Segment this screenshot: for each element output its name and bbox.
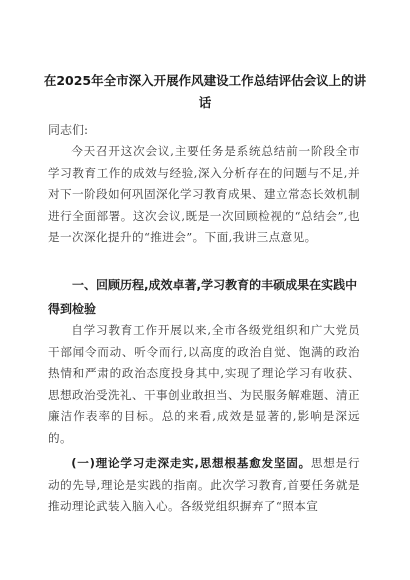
section-heading-1: 一、回顾历程,成效卓著,学习教育的丰硕成果在实践中得到检验 [48,278,358,316]
document-title: 在2025年全市深入开展作风建设工作总结评估会议上的讲话 [43,73,367,110]
salutation: 同志们: [48,123,89,137]
subsection-1-paragraph [48,453,360,518]
intro-paragraph: 今天召开这次会议,主要任务是系统总结前一阶段全市学习教育工作的成效与经验,深入分析存在的问题与不足,并对下一阶段如何巩固深化学习教育成果、建立常态长效机制进行全面部署。这次会议,既是一次回顾检视的“总结会”,也是一次深化提升的“推进会”。下面,我讲三点意见。 [48,144,360,245]
subsection-1-body: 思想是行动的先导,理论是实践的指南。此次学习教育,首要任务就是推动理论武装入脑入心。各级党组织摒弃了“照本宣 [48,456,360,514]
subsection-1-lead: (一)理论学习走深走实,思想根基愈发坚固。 [71,456,311,470]
section-1-paragraph: 自学习教育工作开展以来,全市各级党组织和广大党员干部闻令而动、听令而行,以高度的政治自觉、饱满的政治热情和严肃的政治态度投身其中,实现了理论学习有收获、思想政治受洗礼、干事创业敢担当、为民服务解难题、清正廉洁作表率的目标。总的来看,成效是显著的,影响是深远的。 [48,323,360,445]
